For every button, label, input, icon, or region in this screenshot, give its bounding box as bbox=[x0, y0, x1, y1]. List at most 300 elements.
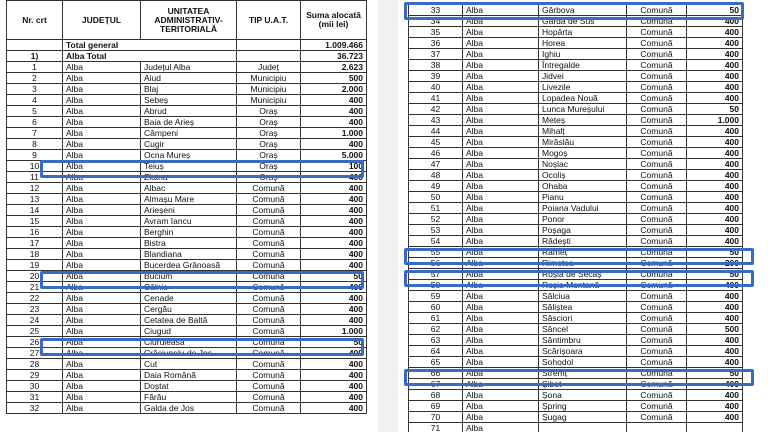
cell-suma: 50 bbox=[301, 271, 367, 282]
total-general-value: 1.009.466 bbox=[301, 40, 367, 51]
cell-judet: Alba bbox=[463, 335, 539, 346]
table-row bbox=[409, 203, 743, 214]
cell-nr: 68 bbox=[409, 390, 463, 401]
cell-tip: Comună bbox=[627, 390, 687, 401]
cell-nr: 55 bbox=[409, 247, 463, 258]
table-row bbox=[7, 227, 367, 238]
header-nr: Nr. crt bbox=[7, 1, 63, 40]
cell-judet: Alba bbox=[463, 280, 539, 291]
cell-uat: Bucium bbox=[141, 271, 237, 282]
table-row bbox=[409, 192, 743, 203]
cell-judet: Alba bbox=[463, 357, 539, 368]
cell-nr: 61 bbox=[409, 313, 463, 324]
cell-judet: Alba bbox=[463, 423, 539, 432]
cell-nr: 41 bbox=[409, 93, 463, 104]
cell-nr: 18 bbox=[7, 249, 63, 260]
cell-tip: Comună bbox=[627, 148, 687, 159]
cell-suma: 400 bbox=[301, 348, 367, 359]
cell-tip: Comună bbox=[237, 315, 301, 326]
cell-suma: 50 bbox=[687, 247, 743, 258]
cell-tip: Comună bbox=[627, 192, 687, 203]
cell-tip: Comună bbox=[627, 170, 687, 181]
cell-suma: 400 bbox=[301, 227, 367, 238]
table-row bbox=[7, 128, 367, 139]
cell-judet: Alba bbox=[463, 225, 539, 236]
cell-nr: 62 bbox=[409, 324, 463, 335]
cell-suma: 1.000 bbox=[301, 326, 367, 337]
cell-judet: Alba bbox=[463, 258, 539, 269]
header-judet: JUDEȚUL bbox=[63, 1, 141, 40]
cell-judet: Alba bbox=[63, 117, 141, 128]
cell-nr: 45 bbox=[409, 137, 463, 148]
highlight-row-66 bbox=[404, 369, 754, 386]
alba-total-value: 36.723 bbox=[301, 51, 367, 62]
cell-uat: Roșia Montană bbox=[539, 280, 627, 291]
cell-suma: 400 bbox=[687, 126, 743, 137]
cell-suma: 400 bbox=[687, 401, 743, 412]
cell-uat: Județul Alba bbox=[141, 62, 237, 73]
cell-suma: 400 bbox=[301, 216, 367, 227]
cell-judet: Alba bbox=[63, 403, 141, 414]
table-row bbox=[409, 390, 743, 401]
cell-uat: Berghin bbox=[141, 227, 237, 238]
table-row bbox=[7, 249, 367, 260]
table-row bbox=[7, 216, 367, 227]
cell-judet: Alba bbox=[63, 293, 141, 304]
alba-total-row bbox=[7, 51, 367, 62]
cell-judet: Alba bbox=[463, 203, 539, 214]
cell-suma: 50 bbox=[687, 104, 743, 115]
table-row bbox=[7, 315, 367, 326]
table-row bbox=[409, 225, 743, 236]
cell-uat: Poșaga bbox=[539, 225, 627, 236]
cell-judet: Alba bbox=[63, 150, 141, 161]
cell-suma: 400 bbox=[687, 60, 743, 71]
cell-nr: 54 bbox=[409, 236, 463, 247]
cell-uat: Noșlac bbox=[539, 159, 627, 170]
cell-tip: Comună bbox=[627, 401, 687, 412]
cell-uat: Săliștea bbox=[539, 302, 627, 313]
cell-uat: Blandiana bbox=[141, 249, 237, 260]
cell-tip: Comună bbox=[237, 304, 301, 315]
table-row bbox=[7, 205, 367, 216]
cell-suma: 400 bbox=[301, 183, 367, 194]
cell-nr: 3 bbox=[7, 84, 63, 95]
cell-suma: 400 bbox=[301, 194, 367, 205]
highlight-row-33 bbox=[404, 2, 744, 20]
cell-uat bbox=[539, 423, 627, 432]
cell-nr: 69 bbox=[409, 401, 463, 412]
cell-judet: Alba bbox=[463, 214, 539, 225]
cell-uat: Cergău bbox=[141, 304, 237, 315]
cell-judet: Alba bbox=[463, 49, 539, 60]
cell-nr: 40 bbox=[409, 82, 463, 93]
cell-uat: Sântimbru bbox=[539, 335, 627, 346]
table-row bbox=[7, 106, 367, 117]
cell-uat: Ohaba bbox=[539, 181, 627, 192]
cell-tip: Comună bbox=[627, 291, 687, 302]
table-row bbox=[7, 73, 367, 84]
cell-judet: Alba bbox=[63, 128, 141, 139]
cell-suma: 400 bbox=[301, 95, 367, 106]
table-row bbox=[7, 62, 367, 73]
cell-tip: Comună bbox=[237, 205, 301, 216]
cell-uat: Ciugud bbox=[141, 326, 237, 337]
cell-uat: Roșia de Secaș bbox=[539, 269, 627, 280]
cell-uat: Ponor bbox=[539, 214, 627, 225]
cell-suma: 400 bbox=[301, 359, 367, 370]
cell-suma: 400 bbox=[301, 238, 367, 249]
cell-suma: 400 bbox=[687, 203, 743, 214]
table-row bbox=[409, 291, 743, 302]
cell-suma: 1.000 bbox=[687, 115, 743, 126]
cell-uat: Mirăslău bbox=[539, 137, 627, 148]
cell-nr: 51 bbox=[409, 203, 463, 214]
cell-uat: Șona bbox=[539, 390, 627, 401]
cell-uat: Lunca Mureșului bbox=[539, 104, 627, 115]
cell-tip: Comună bbox=[627, 357, 687, 368]
cell-tip: Comună bbox=[237, 194, 301, 205]
table-row bbox=[7, 359, 367, 370]
cell-suma: 400 bbox=[301, 106, 367, 117]
right-allocation-table bbox=[408, 4, 743, 432]
cell-nr: 70 bbox=[409, 412, 463, 423]
cell-tip: Comună bbox=[237, 381, 301, 392]
cell-nr: 65 bbox=[409, 357, 463, 368]
left-page bbox=[6, 0, 378, 432]
cell-tip: Comună bbox=[237, 238, 301, 249]
cell-nr: 20 bbox=[7, 271, 63, 282]
cell-suma: 400 bbox=[301, 139, 367, 150]
cell-suma: 400 bbox=[301, 304, 367, 315]
table-row bbox=[409, 412, 743, 423]
cell-uat: Abrud bbox=[141, 106, 237, 117]
cell-uat: Teiuș bbox=[141, 161, 237, 172]
cell-nr: 13 bbox=[7, 194, 63, 205]
cell-judet: Alba bbox=[63, 348, 141, 359]
table-row bbox=[7, 139, 367, 150]
cell-uat: Meteș bbox=[539, 115, 627, 126]
table-row bbox=[7, 95, 367, 106]
cell-tip: Comună bbox=[237, 403, 301, 414]
cell-nr: 57 bbox=[409, 269, 463, 280]
cell-nr: 71 bbox=[409, 423, 463, 432]
cell-uat: Zlatna bbox=[141, 172, 237, 183]
cell-tip bbox=[627, 423, 687, 432]
cell-judet: Alba bbox=[463, 181, 539, 192]
cell-uat: Cenade bbox=[141, 293, 237, 304]
cell-judet: Alba bbox=[463, 137, 539, 148]
cell-nr: 50 bbox=[409, 192, 463, 203]
cell-suma: 400 bbox=[687, 16, 743, 27]
cell-tip: Comună bbox=[627, 5, 687, 16]
table-row bbox=[409, 181, 743, 192]
table-row bbox=[7, 381, 367, 392]
highlight-row-10 bbox=[40, 160, 364, 178]
cell-nr: 35 bbox=[409, 27, 463, 38]
highlight-row-57 bbox=[404, 270, 754, 287]
cell-suma: 50 bbox=[687, 368, 743, 379]
cell-uat: Hopârta bbox=[539, 27, 627, 38]
cell-uat: Întregalde bbox=[539, 60, 627, 71]
cell-suma: 400 bbox=[687, 225, 743, 236]
cell-judet: Alba bbox=[463, 159, 539, 170]
table-row bbox=[409, 38, 743, 49]
cell-judet: Alba bbox=[463, 126, 539, 137]
cell-uat: Aiud bbox=[141, 73, 237, 84]
cell-uat: Gârbova bbox=[539, 5, 627, 16]
table-row bbox=[409, 346, 743, 357]
table-row bbox=[409, 60, 743, 71]
cell-judet: Alba bbox=[63, 359, 141, 370]
table-row bbox=[409, 313, 743, 324]
cell-nr: 60 bbox=[409, 302, 463, 313]
cell-nr: 58 bbox=[409, 280, 463, 291]
cell-uat: Ciuruleasa bbox=[141, 337, 237, 348]
cell-nr: 59 bbox=[409, 291, 463, 302]
cell-tip: Comună bbox=[627, 49, 687, 60]
cell-uat: Rimetea bbox=[539, 258, 627, 269]
cell-nr: 5 bbox=[7, 106, 63, 117]
cell-nr: 37 bbox=[409, 49, 463, 60]
cell-tip: Comună bbox=[237, 282, 301, 293]
cell-judet: Alba bbox=[463, 412, 539, 423]
cell-suma: 400 bbox=[687, 49, 743, 60]
cell-nr: 19 bbox=[7, 260, 63, 271]
cell-judet: Alba bbox=[463, 390, 539, 401]
cell-tip: Comună bbox=[627, 324, 687, 335]
cell-suma: 400 bbox=[687, 214, 743, 225]
table-row bbox=[409, 137, 743, 148]
cell-uat: Avram Iancu bbox=[141, 216, 237, 227]
cell-suma: 400 bbox=[687, 390, 743, 401]
cell-uat: Cut bbox=[141, 359, 237, 370]
cell-nr: 23 bbox=[7, 304, 63, 315]
cell-uat: Sebeș bbox=[141, 95, 237, 106]
cell-nr: 53 bbox=[409, 225, 463, 236]
cell-nr: 31 bbox=[7, 392, 63, 403]
cell-uat: Râmeț bbox=[539, 247, 627, 258]
cell-suma: 400 bbox=[301, 293, 367, 304]
cell-judet: Alba bbox=[463, 71, 539, 82]
cell-suma: 400 bbox=[301, 392, 367, 403]
cell-judet: Alba bbox=[63, 238, 141, 249]
table-row bbox=[409, 93, 743, 104]
cell-uat: Ighiu bbox=[539, 49, 627, 60]
cell-uat: Mihalț bbox=[539, 126, 627, 137]
cell-uat: Lopadea Nouă bbox=[539, 93, 627, 104]
cell-nr: 32 bbox=[7, 403, 63, 414]
cell-uat: Șpring bbox=[539, 401, 627, 412]
cell-tip: Comună bbox=[627, 104, 687, 115]
cell-nr: 22 bbox=[7, 293, 63, 304]
table-row bbox=[7, 117, 367, 128]
cell-uat: Jidvei bbox=[539, 71, 627, 82]
cell-judet: Alba bbox=[63, 227, 141, 238]
cell-judet: Alba bbox=[463, 346, 539, 357]
cell-suma: 400 bbox=[687, 137, 743, 148]
cell-tip: Comună bbox=[627, 82, 687, 93]
cell-tip: Comună bbox=[627, 302, 687, 313]
table-row bbox=[7, 392, 367, 403]
cell-suma: 400 bbox=[301, 370, 367, 381]
cell-uat: Cetatea de Baltă bbox=[141, 315, 237, 326]
cell-judet: Alba bbox=[63, 205, 141, 216]
header-uat: UNITATEA ADMINISTRATIV-TERITORIALĂ bbox=[141, 1, 237, 40]
table-row bbox=[409, 236, 743, 247]
cell-tip: Municipiu bbox=[237, 73, 301, 84]
cell-nr: 1 bbox=[7, 62, 63, 73]
cell-tip: Comună bbox=[627, 346, 687, 357]
cell-judet: Alba bbox=[63, 381, 141, 392]
cell-nr: 48 bbox=[409, 170, 463, 181]
cell-judet: Alba bbox=[63, 249, 141, 260]
total-general-row bbox=[7, 40, 367, 51]
cell-uat: Pianu bbox=[539, 192, 627, 203]
cell-tip: Comună bbox=[627, 71, 687, 82]
cell-judet: Alba bbox=[463, 291, 539, 302]
cell-tip: Oraș bbox=[237, 150, 301, 161]
table-row bbox=[409, 71, 743, 82]
table-row bbox=[409, 82, 743, 93]
cell-suma: 400 bbox=[687, 302, 743, 313]
cell-uat: Scărișoara bbox=[539, 346, 627, 357]
cell-nr: 33 bbox=[409, 5, 463, 16]
cell-uat: Arieșeni bbox=[141, 205, 237, 216]
cell-nr: 6 bbox=[7, 117, 63, 128]
cell-suma: 2.623 bbox=[301, 62, 367, 73]
cell-suma: 400 bbox=[301, 249, 367, 260]
cell-judet: Alba bbox=[63, 392, 141, 403]
cell-suma: 400 bbox=[301, 205, 367, 216]
cell-tip: Municipiu bbox=[237, 84, 301, 95]
cell-tip: Comună bbox=[627, 269, 687, 280]
cell-suma: 400 bbox=[687, 412, 743, 423]
table-row bbox=[7, 150, 367, 161]
cell-judet: Alba bbox=[463, 192, 539, 203]
cell-judet: Alba bbox=[63, 62, 141, 73]
cell-nr: 36 bbox=[409, 38, 463, 49]
highlight-row-20 bbox=[40, 271, 364, 289]
cell-uat: Blaj bbox=[141, 84, 237, 95]
table-row bbox=[409, 148, 743, 159]
cell-uat: Câmpeni bbox=[141, 128, 237, 139]
cell-suma: 400 bbox=[687, 379, 743, 390]
cell-uat: Săsciori bbox=[539, 313, 627, 324]
cell-judet: Alba bbox=[463, 60, 539, 71]
cell-suma: 400 bbox=[687, 346, 743, 357]
header-suma: Suma alocată (mii lei) bbox=[301, 1, 367, 40]
cell-judet: Alba bbox=[463, 368, 539, 379]
cell-nr: 42 bbox=[409, 104, 463, 115]
table-row bbox=[7, 293, 367, 304]
cell-judet: Alba bbox=[63, 95, 141, 106]
cell-suma: 400 bbox=[687, 192, 743, 203]
cell-tip: Județ bbox=[237, 62, 301, 73]
cell-nr: 47 bbox=[409, 159, 463, 170]
cell-nr: 27 bbox=[7, 348, 63, 359]
table-row bbox=[7, 183, 367, 194]
cell-uat: Sohodol bbox=[539, 357, 627, 368]
cell-tip: Comună bbox=[627, 247, 687, 258]
cell-judet: Alba bbox=[463, 247, 539, 258]
cell-uat: Câlnic bbox=[141, 282, 237, 293]
table-row bbox=[409, 170, 743, 181]
cell-suma: 400 bbox=[687, 82, 743, 93]
cell-tip: Comună bbox=[627, 27, 687, 38]
cell-tip: Comună bbox=[627, 181, 687, 192]
cell-judet: Alba bbox=[463, 170, 539, 181]
cell-uat: Poiana Vadului bbox=[539, 203, 627, 214]
cell-nr: 63 bbox=[409, 335, 463, 346]
cell-nr: 28 bbox=[7, 359, 63, 370]
cell-judet: Alba bbox=[463, 104, 539, 115]
cell-nr: 8 bbox=[7, 139, 63, 150]
cell-uat: Sâncel bbox=[539, 324, 627, 335]
cell-judet: Alba bbox=[63, 326, 141, 337]
cell-judet: Alba bbox=[63, 282, 141, 293]
cell-judet: Alba bbox=[463, 148, 539, 159]
cell-judet: Alba bbox=[63, 84, 141, 95]
table-row bbox=[409, 104, 743, 115]
cell-tip: Municipiu bbox=[237, 95, 301, 106]
header-tip: TIP U.A.T. bbox=[237, 1, 301, 40]
cell-uat: Ocna Mureș bbox=[141, 150, 237, 161]
cell-tip: Comună bbox=[627, 280, 687, 291]
cell-tip: Oraș bbox=[237, 161, 301, 172]
cell-suma: 400 bbox=[301, 403, 367, 414]
table-row bbox=[409, 357, 743, 368]
cell-judet: Alba bbox=[463, 313, 539, 324]
cell-uat: Horea bbox=[539, 38, 627, 49]
cell-tip: Comună bbox=[627, 313, 687, 324]
table-row bbox=[409, 159, 743, 170]
cell-uat: Bucerdea Grânoasă bbox=[141, 260, 237, 271]
table-row bbox=[409, 335, 743, 346]
cell-nr: 38 bbox=[409, 60, 463, 71]
cell-nr: 4 bbox=[7, 95, 63, 106]
cell-uat: Ocoliș bbox=[539, 170, 627, 181]
cell-judet: Alba bbox=[463, 82, 539, 93]
cell-uat: Sălciua bbox=[539, 291, 627, 302]
table-row bbox=[409, 115, 743, 126]
table-row bbox=[409, 324, 743, 335]
total-general-label: Total general bbox=[63, 40, 237, 51]
cell-tip: Comună bbox=[627, 368, 687, 379]
cell-uat: Albac bbox=[141, 183, 237, 194]
cell-suma: 200 bbox=[687, 258, 743, 269]
cell-tip: Comună bbox=[237, 337, 301, 348]
cell-nr: 29 bbox=[7, 370, 63, 381]
highlight-row-26 bbox=[40, 338, 364, 356]
cell-judet: Alba bbox=[463, 5, 539, 16]
cell-judet: Alba bbox=[63, 194, 141, 205]
cell-uat: Daia Română bbox=[141, 370, 237, 381]
cell-nr: 43 bbox=[409, 115, 463, 126]
cell-suma: 400 bbox=[687, 93, 743, 104]
cell-suma: 400 bbox=[687, 38, 743, 49]
cell-nr: 2 bbox=[7, 73, 63, 84]
cell-judet: Alba bbox=[463, 324, 539, 335]
cell-tip: Oraș bbox=[237, 117, 301, 128]
table-row bbox=[7, 304, 367, 315]
cell-suma: 400 bbox=[687, 357, 743, 368]
cell-tip: Comună bbox=[627, 137, 687, 148]
alba-total-nr: 1) bbox=[7, 51, 63, 62]
cell-judet: Alba bbox=[63, 304, 141, 315]
cell-nr: 52 bbox=[409, 214, 463, 225]
cell-suma: 400 bbox=[687, 170, 743, 181]
